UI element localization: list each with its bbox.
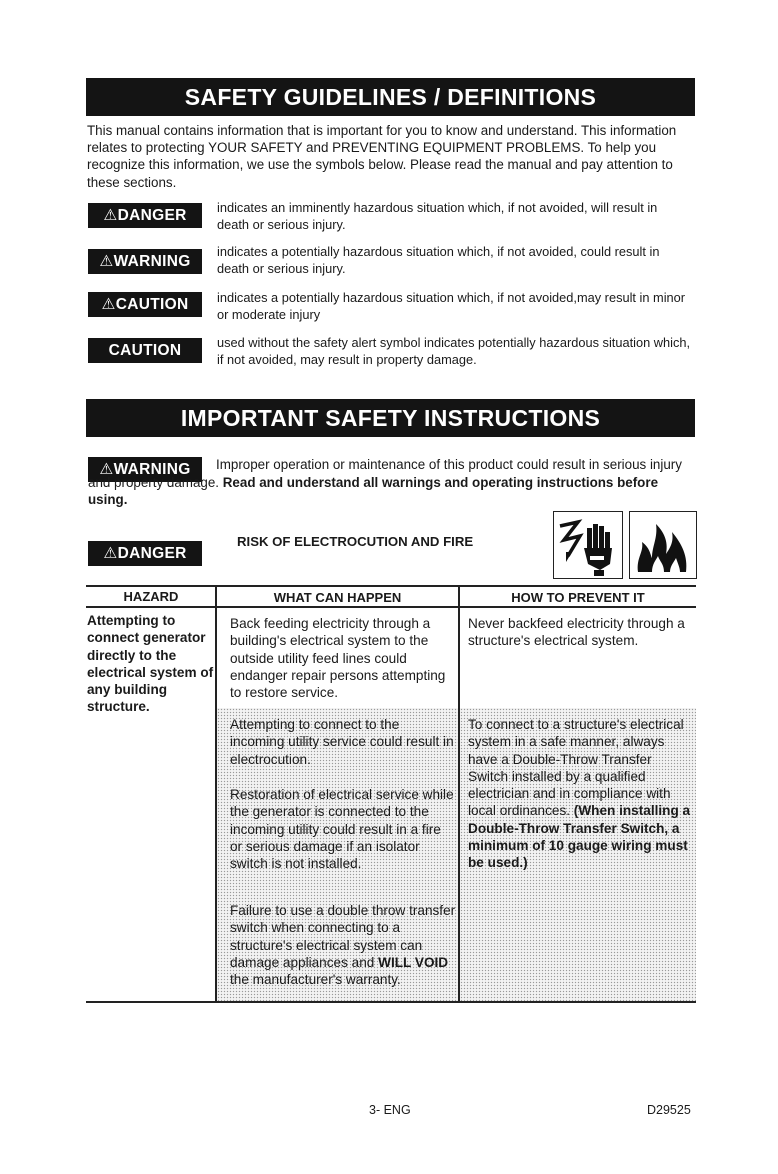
table-bottom-rule bbox=[86, 1001, 696, 1003]
table-header-rule bbox=[86, 606, 696, 608]
electrocution-hazard-icon bbox=[553, 511, 623, 579]
header-what-can-happen: WHAT CAN HAPPEN bbox=[273, 590, 402, 605]
warning-definition: indicates a potentially hazardous situation which, if not avoided, could result in death or serious injury. bbox=[217, 244, 660, 276]
caution-alert-badge: ⚠CAUTION bbox=[88, 292, 202, 317]
danger-definition: indicates an imminently hazardous situation which, if not avoided, will result in death or serious injury. bbox=[217, 200, 658, 232]
header-hazard: HAZARD bbox=[123, 589, 179, 604]
hazard-cell: Attempting to connect generator directly to the electrical system of any building structure. bbox=[87, 613, 214, 715]
intro-paragraph: This manual contains information that is important for you to know and understand. This information relates to protecting YOUR SAFETY and PREVENTING EQUIPMENT PROBLEMS. To help you recognize this information, we use the symbols below. Please read the manual and pay attention to these sections. bbox=[87, 123, 677, 190]
table-top-rule bbox=[86, 585, 696, 587]
prevent-cell-backfeed: Never backfeed electricity through a structure's electrical system. bbox=[468, 616, 685, 649]
prevent-cell-transfer-switch: To connect to a structure's electrical system in a safe manner, always have a Double-Throw Transfer Switch installed by a qualified electrician and in compliance with local ordinances. (When installing a Double-Throw Transfer Switch, a minimum of 10 gauge wiring must be used.) bbox=[468, 717, 691, 871]
risk-title: RISK OF ELECTROCUTION AND FIRE bbox=[237, 534, 474, 549]
instructions-warning-text: Improper operation or maintenance of this product could result in serious injury and property damage. Read and understand all warnings and operating instructions before using. bbox=[88, 457, 682, 507]
caution-alert-definition: indicates a potentially hazardous situation which, if not avoided,may result in minor or moderate injury bbox=[217, 290, 686, 322]
electrocution-danger-badge: ⚠DANGER bbox=[88, 541, 202, 566]
caution-definition: used without the safety alert symbol indicates potentially hazardous situation which, if not avoided, may result in property damage. bbox=[217, 335, 691, 367]
danger-badge: ⚠DANGER bbox=[88, 203, 202, 228]
document-code: D29525 bbox=[647, 1103, 691, 1117]
header-how-to-prevent: HOW TO PREVENT IT bbox=[511, 590, 645, 605]
happen-cell-transfer-switch: Failure to use a double throw transfer switch when connecting to a structure's electrical system can damage appliances and WILL VOID the manufacturer's warranty. bbox=[230, 903, 456, 988]
warning-badge: ⚠WARNING bbox=[88, 249, 202, 274]
happen-cell-backfeed: Back feeding electricity through a building's electrical system to the outside utility feed lines could endanger repair persons attempting to restore service. bbox=[230, 616, 446, 701]
happen-cell-restoration: Restoration of electrical service while the generator is connected to the incoming utility could result in a fire or serious damage if an isolator switch is not installed. bbox=[230, 787, 454, 872]
page-number: 3- ENG bbox=[369, 1103, 411, 1117]
happen-cell-electrocution: Attempting to connect to the incoming utility service could result in electrocution. bbox=[230, 717, 454, 767]
section-banner-instructions: IMPORTANT SAFETY INSTRUCTIONS bbox=[86, 399, 695, 437]
caution-badge: CAUTION bbox=[88, 338, 202, 363]
section-banner-definitions: SAFETY GUIDELINES / DEFINITIONS bbox=[86, 78, 695, 116]
instructions-warning-badge: ⚠WARNING bbox=[88, 457, 202, 482]
fire-hazard-icon bbox=[629, 511, 697, 579]
